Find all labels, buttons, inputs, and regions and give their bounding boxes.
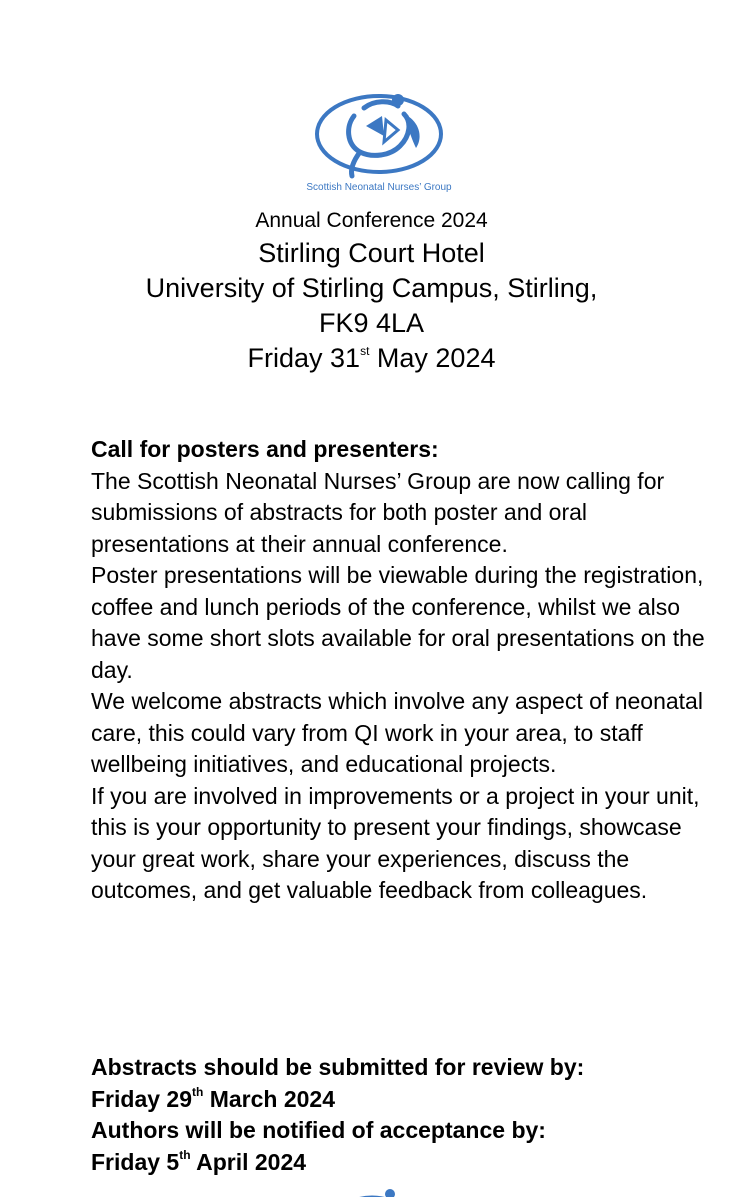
paragraph-abstract-topics: We welcome abstracts which involve any aspect of neonatal care, this could vary from QI work in your area, to staff wellbeing initiatives, and educational projects.: [91, 688, 703, 777]
abstracts-date-prefix: Friday 29: [91, 1085, 192, 1112]
conference-date: [0, 341, 743, 376]
authors-notification-date: [91, 1147, 731, 1179]
authors-date-prefix: Friday 5: [91, 1148, 180, 1175]
abstracts-date-ordinal: th: [192, 1084, 204, 1099]
abstracts-date-suffix: March 2024: [203, 1085, 336, 1112]
bottom-logo-fragment: [332, 1186, 412, 1197]
authors-date-suffix: April 2024: [190, 1148, 307, 1175]
call-for-posters-section: [91, 434, 731, 907]
conference-subtitle: Annual Conference 2024: [255, 209, 488, 232]
authors-date-ordinal: th: [179, 1147, 191, 1162]
conference-date-prefix: Friday 31: [247, 343, 361, 373]
conference-header: [0, 206, 743, 376]
paragraph-opportunity: If you are involved in improvements or a project in your unit, this is your opportunity to present your findings, showcase your great work, share your experiences, discuss the outcomes, and get valuable feedback from colleagues.: [91, 782, 700, 903]
abstracts-deadline-date: [91, 1084, 731, 1116]
section-heading: Call for posters and presenters:: [91, 436, 439, 462]
venue-postcode: FK9 4LA: [318, 308, 425, 338]
baby-in-oval-logo-icon: [294, 86, 464, 182]
logo-caption: Scottish Neonatal Nurses’ Group: [306, 182, 452, 193]
conference-date-suffix: May 2024: [369, 343, 496, 373]
group-logo: [294, 86, 464, 198]
venue-name: Stirling Court Hotel: [258, 238, 485, 268]
deadlines-section: [91, 1052, 731, 1178]
authors-notification-label: Authors will be notified of acceptance by:: [91, 1117, 546, 1143]
abstracts-deadline-label: Abstracts should be submitted for review by:: [91, 1054, 585, 1080]
paragraph-posters: Poster presentations will be viewable during the registration, coffee and lunch periods of the conference, whilst we also have some short slots available for oral presentations on the day.: [91, 562, 705, 683]
venue-address: University of Stirling Campus, Stirling,: [145, 273, 598, 303]
conference-date-ordinal: st: [360, 344, 370, 358]
paragraph-intro: The Scottish Neonatal Nurses’ Group are now calling for submissions of abstracts for both poster and oral presentations at their annual conference.: [91, 467, 665, 557]
logo-fragment-icon: [332, 1186, 412, 1197]
